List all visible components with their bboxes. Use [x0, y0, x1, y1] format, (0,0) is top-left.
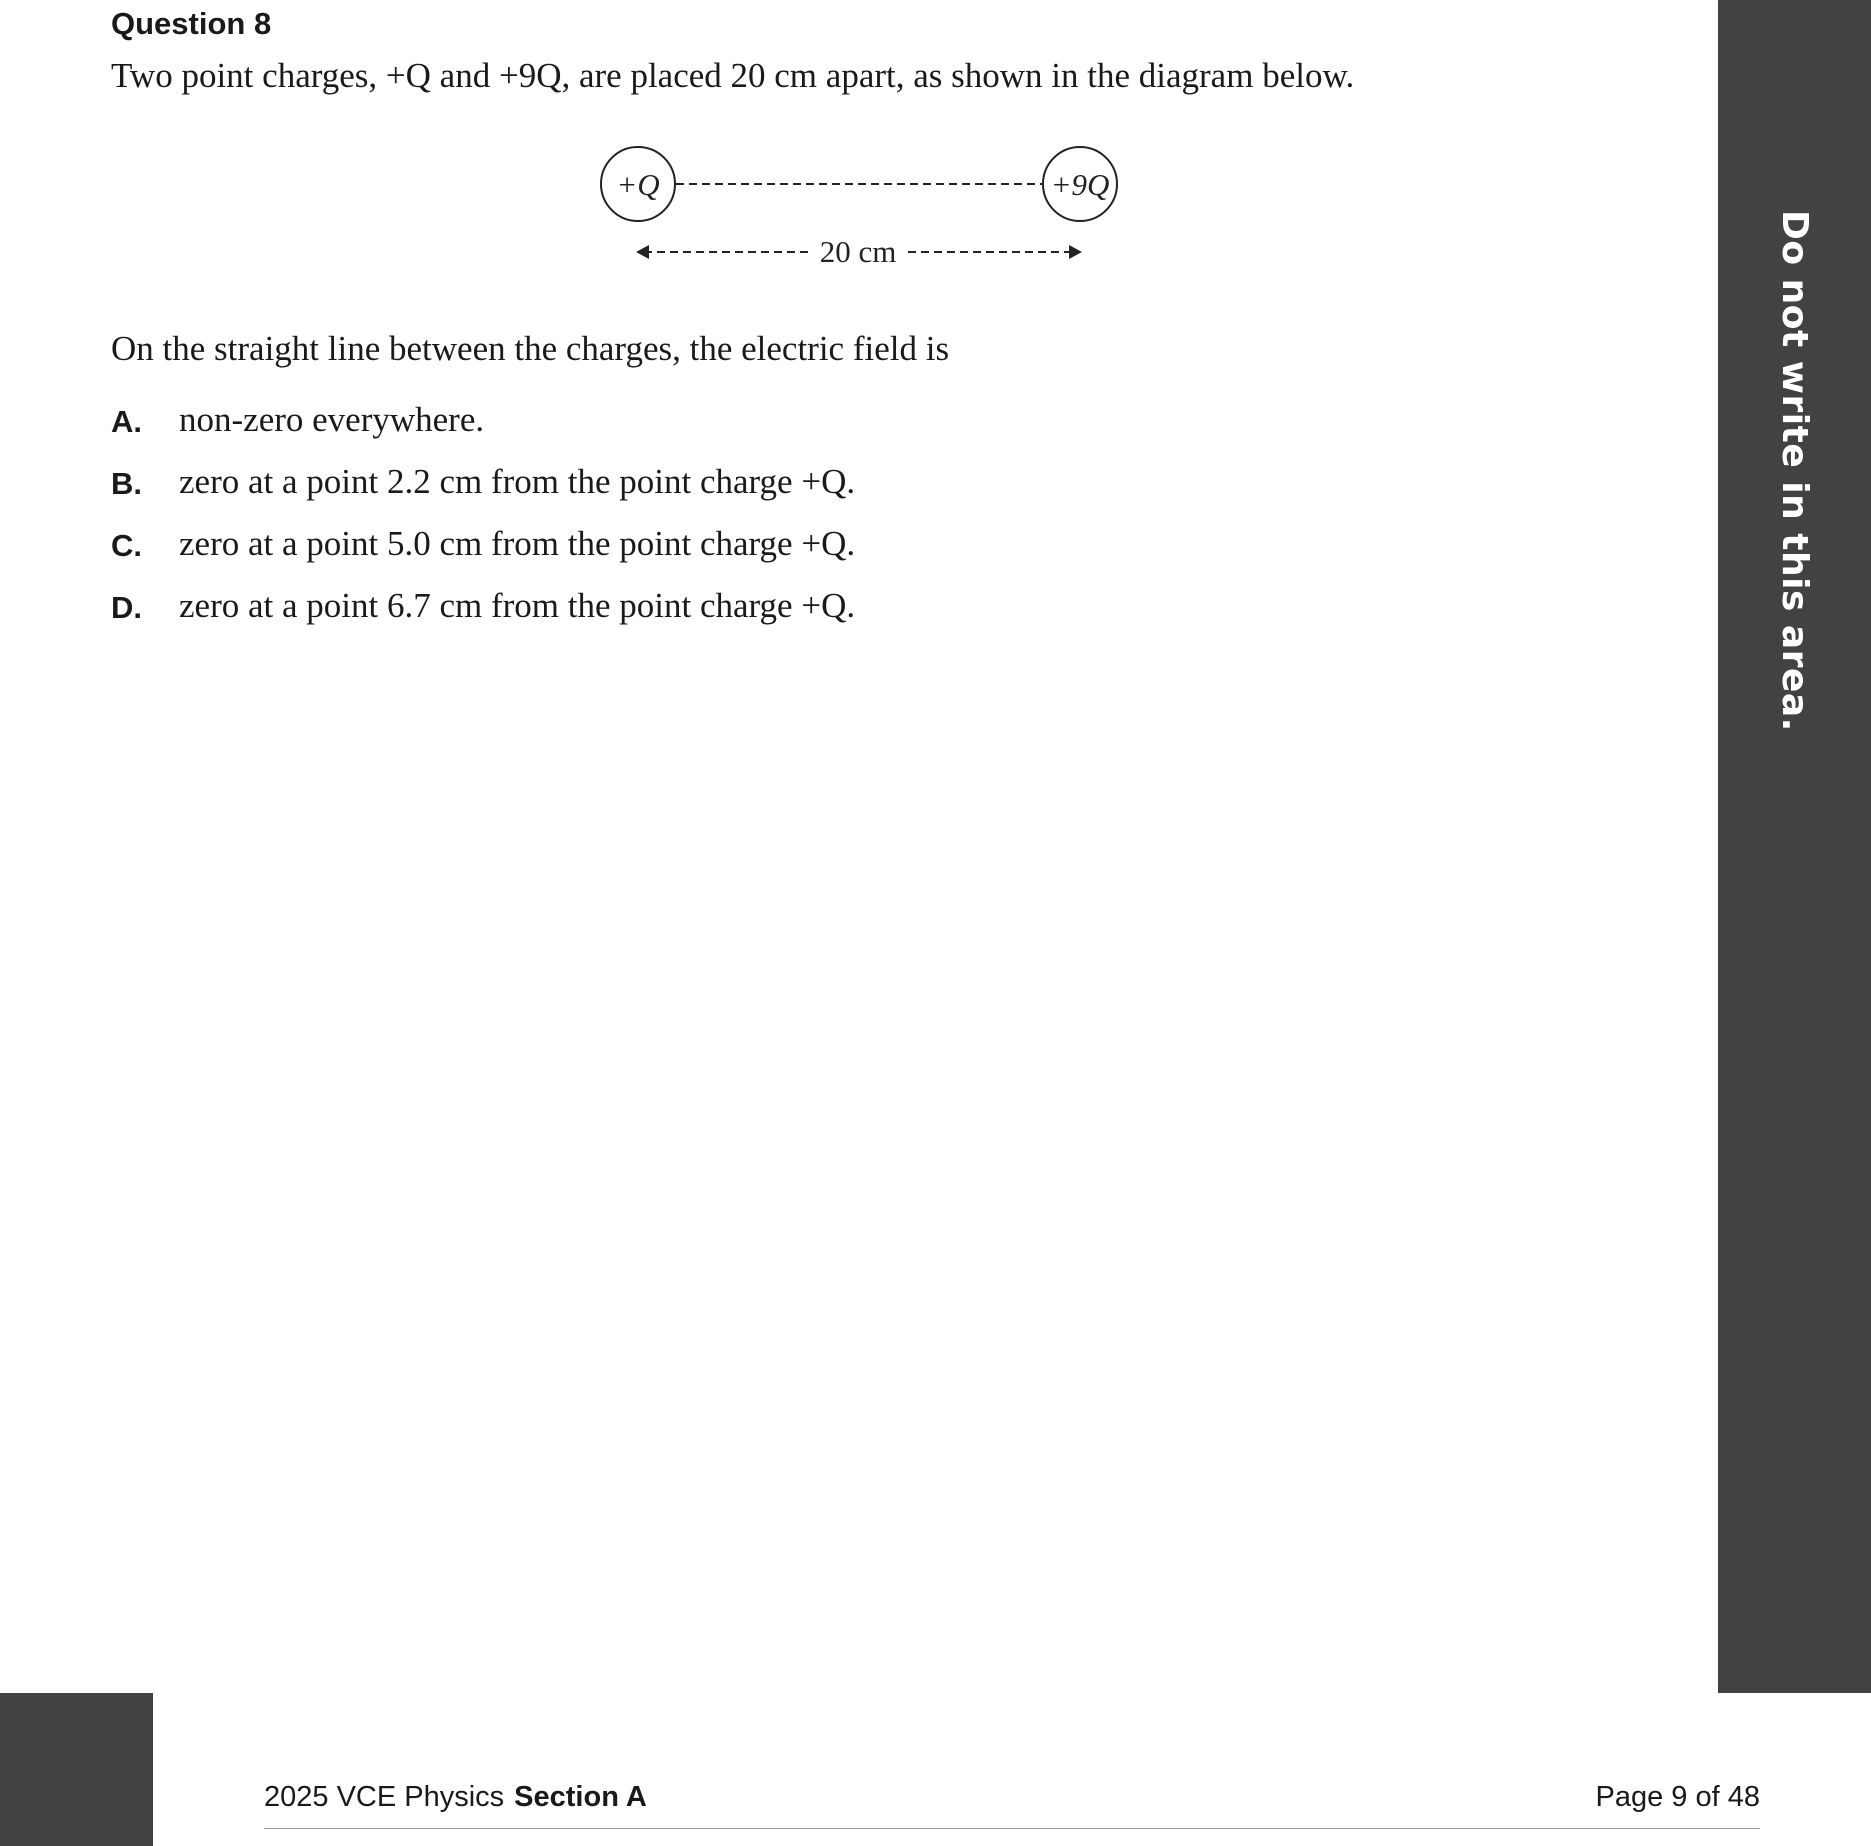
distance-label: 20 cm: [819, 234, 897, 269]
option-text: zero at a point 6.7 cm from the point charge +Q.: [179, 586, 856, 625]
option-letter: A.: [111, 404, 142, 439]
charge-label-left: +Q: [616, 167, 660, 202]
charges-diagram: [580, 130, 1140, 280]
page-number: Page 9 of 48: [1595, 1781, 1760, 1813]
corner-block: [0, 1693, 153, 1846]
option-text: zero at a point 5.0 cm from the point charge +Q.: [179, 524, 856, 563]
footer-divider: [264, 1828, 1760, 1829]
footer-section: Section A: [514, 1781, 647, 1813]
margin-bar: [1718, 0, 1871, 1693]
charge-label-right: +9Q: [1050, 167, 1110, 202]
option-letter: D.: [111, 590, 142, 625]
arrowhead-left: [636, 245, 649, 259]
footer-course: [264, 1781, 647, 1814]
margin-notice: Do not write in this area.: [1774, 210, 1815, 732]
arrowhead-right: [1069, 245, 1082, 259]
option-text: non-zero everywhere.: [179, 400, 485, 439]
question-stem: Two point charges, +Q and +9Q, are placed 20 cm apart, as shown in the diagram below.: [111, 56, 1355, 95]
option-letter: C.: [111, 528, 142, 563]
question-title: Question 8: [111, 6, 272, 41]
footer-course-name: 2025 VCE Physics: [264, 1781, 505, 1813]
question-lead: On the straight line between the charges, the electric field is: [111, 329, 950, 368]
option-letter: B.: [111, 466, 142, 501]
option-text: zero at a point 2.2 cm from the point charge +Q.: [179, 462, 856, 501]
